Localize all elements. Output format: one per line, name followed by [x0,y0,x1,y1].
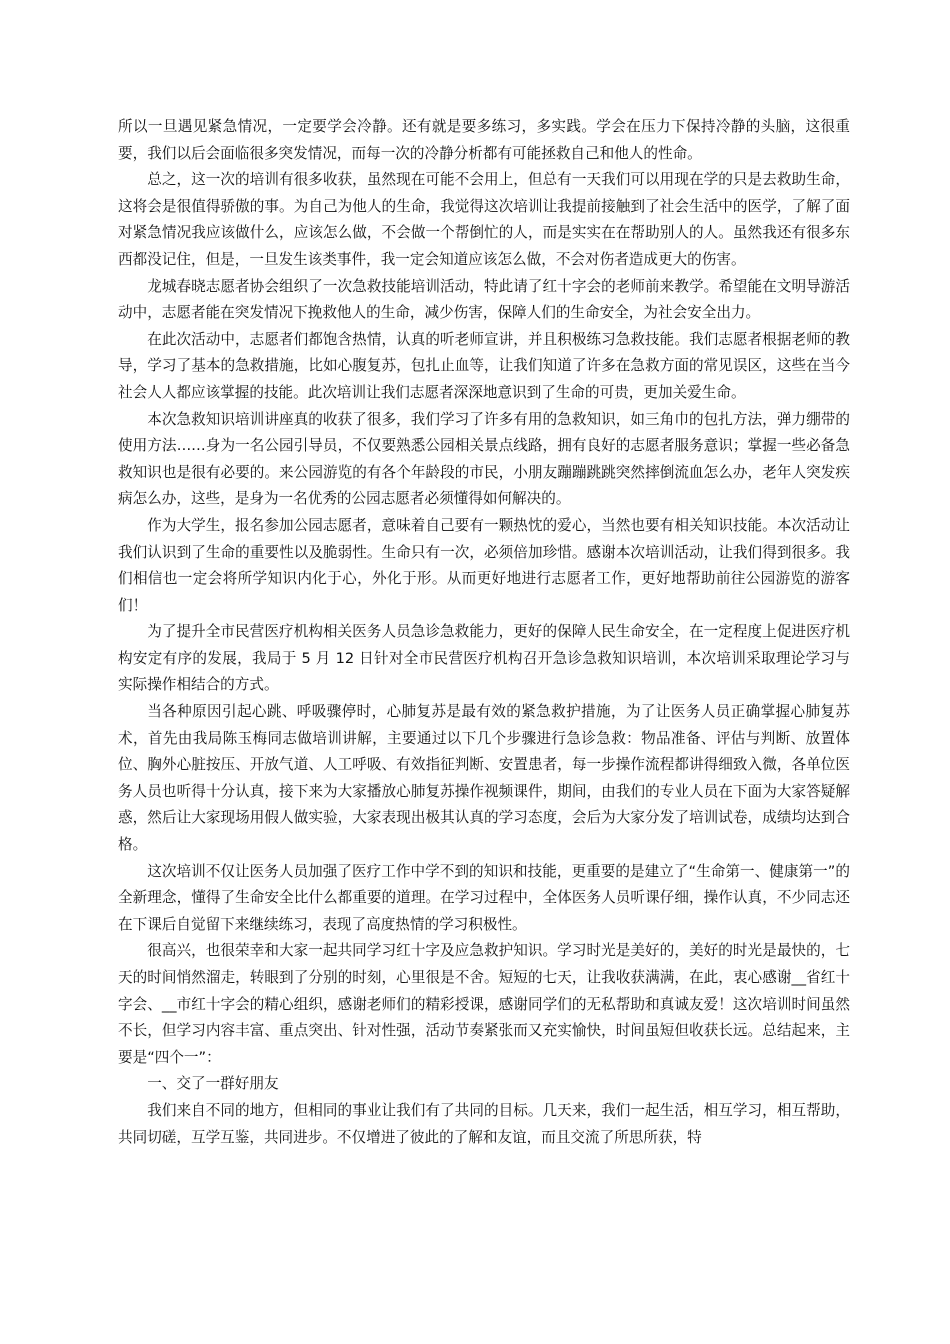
paragraph: 作为大学生，报名参加公园志愿者，意味着自己要有一颗热忱的爱心，当然也要有相关知识技能。本次活动让我们认识到了生命的重要性以及脆弱性。生命只有一次，必须倍加珍惜。感谢本次培训活动，让我们得到很多。我们相信也一定会将所学知识内化于心，外化于形。从而更好地进行志愿者工作，更好地帮助前往公园游览的游客们！ [118,516,850,614]
paragraph: 很高兴，也很荣幸和大家一起共同学习红十字及应急救护知识。学习时光是美好的，美好的时光是最快的，七天的时间悄然溜走，转眼到了分别的时刻，心里很是不舍。短短的七天，让我收获满满，在此，衷心感谢__省红十字会、__市红十字会的精心组织，感谢老师们的精彩授课，感谢同学们的无私帮助和真诚友爱！这次培训时间虽然不长，但学习内容丰富、重点突出、针对性强，活动节奏紧张而又充实愉快，时间虽短但收获长远。总结起来，主要是“四个一”： [118,942,850,1066]
paragraph: 本次急救知识培训讲座真的收获了很多，我们学习了许多有用的急救知识，如三角巾的包扎方法，弹力绷带的使用方法……身为一名公园引导员，不仅要熟悉公园相关景点线路，拥有良好的志愿者服务意识；掌握一些必备急救知识也是很有必要的。来公园游览的有各个年龄段的市民，小朋友蹦蹦跳跳突然摔倒流血怎么办，老年人突发疾病怎么办，这些，是身为一名优秀的公园志愿者必须懂得如何解决的。 [118,410,850,508]
paragraph: 我们来自不同的地方，但相同的事业让我们有了共同的目标。几天来，我们一起生活，相互学习，相互帮助，共同切磋，互学互鉴，共同进步。不仅增进了彼此的了解和友谊，而且交流了所思所获，特 [118,1101,850,1146]
paragraph: 总之，这一次的培训有很多收获，虽然现在可能不会用上，但总有一天我们可以用现在学的只是去救助生命，这将会是很值得骄傲的事。为自己为他人的生命，我觉得这次培训让我提前接触到了社会生活中的医学，了解了面对紧急情况我应该做什么，应该怎么做，不会做一个帮倒忙的人，而是实实在在帮助别人的人。虽然我还有很多东西都没记住，但是，一旦发生该类事件，我一定会知道应该怎么做，不会对伤者造成更大的伤害。 [118,171,850,268]
paragraph: 这次培训不仅让医务人员加强了医疗工作中学不到的知识和技能，更重要的是建立了“生命第一、健康第一”的全新理念，懂得了生命安全比什么都重要的道理。在学习过程中，全体医务人员听课仔细，操作认真，不少同志还在下课后自觉留下来继续练习，表现了高度热情的学习积极性。 [118,862,850,933]
paragraph: 当各种原因引起心跳、呼吸骤停时，心肺复苏是最有效的紧急救护措施，为了让医务人员正确掌握心肺复苏术，首先由我局陈玉梅同志做培训讲解，主要通过以下几个步骤进行急诊急救：物品准备、评估与判断、放置体位、胸外心脏按压、开放气道、人工呼吸、有效指征判断、安置患者，每一步操作流程都讲得细致入微，各单位医务人员也听得十分认真，接下来为大家播放心肺复苏操作视频课件，期间，由我们的专业人员在下面为大家答疑解惑，然后让大家现场用假人做实验，大家表现出极其认真的学习态度，会后为大家分发了培训试卷，成绩均达到合格。 [118,703,850,854]
section-heading: 一、交了一群好朋友 [147,1075,279,1093]
document-page [118,114,850,1151]
paragraph: 龙城春晓志愿者协会组织了一次急救技能培训活动，特此请了红十字会的老师前来教学。希望能在文明导游活动中，志愿者能在突发情况下挽救他人的生命，减少伤害，保障人们的生命安全，为社会安全出力。 [118,277,850,322]
paragraph: 所以一旦遇见紧急情况，一定要学会冷静。还有就是要多练习，多实践。学会在压力下保持冷静的头脑，这很重要，我们以后会面临很多突发情况，而每一次的冷静分析都有可能拯救自己和他人的性命。 [118,118,850,162]
paragraph: 为了提升全市民营医疗机构相关医务人员急诊急救能力，更好的保障人民生命安全，在一定程度上促进医疗机构安定有序的发展，我局于 5 月 12 日针对全市民营医疗机构召开急诊急救知识培训，本次培训采取理论学习与实际操作相结合的方式。 [118,623,850,694]
paragraph: 在此次活动中，志愿者们都饱含热情，认真的听老师宣讲，并且积极练习急救技能。我们志愿者根据老师的教导，学习了基本的急救措施，比如心腹复苏，包扎止血等，让我们知道了许多在急救方面的常见误区，这些在当今社会人人都应该掌握的技能。此次培训让我们志愿者深深地意识到了生命的可贵，更加关爱生命。 [118,330,850,401]
